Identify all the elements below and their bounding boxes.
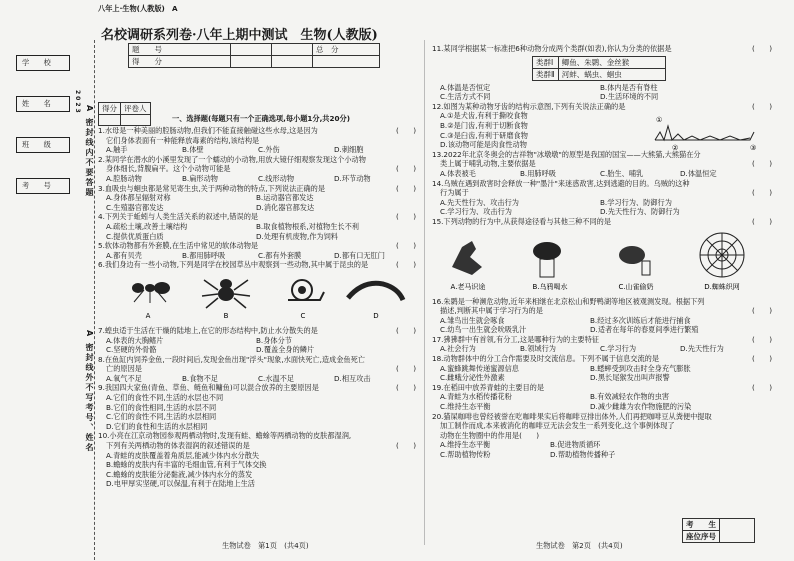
question-10: 10.小亮在江京动物园参观两栖动物时,发现有蛙、蟾蜍等两栖动物的皮肤都湿润, 下列有关两栖动物的体表湿润的叙述错误的是 ( ) A.青蛙的皮肤覆盖着角质层,能减少体内水分散失 B.蟾蜍的皮肤内有丰富的毛细血管,有利于气体交换 C.蟾蜍的皮肤能分泌黏液,减少体内水分的蒸发 D.电甲厚实坚硬,可以保温,有利于在陆地上生活 bbox=[98, 431, 416, 489]
question-9: 9.我国四大家鱼(青鱼、草鱼、鲢鱼和鳙鱼)可以混合放养的主要原因是 ( ) A.它们的食性不同,生活的水层也不同 B.它们的食性相同,生活的水层不同 C.它们的食性不同,生活的水层相同 D.它们的食性和生活的水层相同 bbox=[98, 383, 416, 431]
grader-score: 得分 bbox=[99, 103, 121, 115]
question-13: 13.2022年北京冬奥会的吉祥物"冰墩墩"的原型是我国的国宝——大熊猫,大熊猫在分 类上属于哺乳动物,主要依据是 ( ) A.体表被毛 B.用肺呼吸 C.胎生、哺乳 D.体温恒定 bbox=[432, 149, 772, 178]
grader-name: 评卷人 bbox=[121, 103, 151, 115]
tooth-label-2: ② bbox=[672, 143, 679, 152]
spider-figure bbox=[202, 279, 250, 308]
question-2: 2.某同学在潜水的小溪里发现了一个蠕动的小动物,用放大镜仔细观察发现这个小动物 身体细长,背腹扁平。这个小动物可能是 ( ) A.腔肠动物 B.扁形动物 C.线形动物 D.环节动物 bbox=[98, 154, 416, 183]
q6-label-d: D bbox=[373, 311, 379, 320]
tooth-label-3: ③ bbox=[750, 143, 757, 152]
horse-figure bbox=[452, 241, 482, 275]
header-subject: 八年上·生物(人教版) A bbox=[98, 4, 178, 13]
score-table-total: 总 分 bbox=[313, 44, 380, 56]
question-7: 7.蝗虫适于生活在干燥的陆地上,在它的形态结构中,防止水分散失的是 ( ) A.体表的大胸鳍片 B.身体分节 C.坚硬的外骨骼 D.覆盖全身的鳞片 bbox=[98, 325, 416, 355]
q6-figure bbox=[98, 270, 416, 322]
q11-group2-values: 河蚌、蜗虫、蛔虫 bbox=[558, 68, 665, 80]
question-11: 11.某同学根据某一标准把6种动物分成两个类群(如表),你认为分类的依据是 ( ) 类群Ⅰ 鲫鱼、朱鹮、金丝猴 类群Ⅱ 河蚌、蜗虫、蛔虫 A.体温是否恒定 B.体内是否有脊柱 C.生活方式不同 D.生活环境的不同 bbox=[432, 44, 772, 102]
titmouse-figure bbox=[619, 246, 650, 275]
q6-label-b: B bbox=[223, 311, 229, 320]
crow-figure bbox=[533, 242, 561, 277]
seal-line bbox=[94, 40, 95, 560]
q11-group2: 类群Ⅱ bbox=[533, 68, 559, 80]
question-14: 14.乌贼在遇到敌害时会释放一种"墨汁"来迷惑敌害,达到逃避的目的。乌贼的这种 行为属于 ( ) A.先天性行为、攻击行为 B.学习行为、防御行为 C.学习行为、攻击行为 D.先天性行为、防御行为 bbox=[432, 178, 772, 217]
seal-line-text-2: A 密封线外不写考号、姓名 bbox=[85, 330, 94, 453]
score-table-row2: 得 分 bbox=[129, 56, 231, 68]
tooth-label-1: ① bbox=[656, 115, 663, 124]
snail-figure bbox=[288, 280, 324, 300]
school-label: 学 校 bbox=[22, 58, 51, 67]
q15-label-a: A.老马识途 bbox=[450, 282, 486, 291]
q6-label-c: C bbox=[300, 311, 306, 320]
page-title: 名校调研系列卷·八年上期中测试 生物(人教版) bbox=[101, 28, 378, 43]
seat-number-box[interactable] bbox=[682, 518, 755, 543]
q15-label-d: D.蜘蛛织网 bbox=[704, 282, 740, 291]
question-18: 18.动物群体中的分工合作需要及时交流信息。下列不属于信息交流的是 ( ) A.蜜蜂跳舞传递蜜源信息 B.蟋蟀受到攻击时全身充气膨胀 C.雌蛾分泌性外激素 D.黑长尾猴发出叫声报警 bbox=[432, 354, 772, 383]
q15-figure bbox=[432, 227, 772, 293]
question-17: 17.狒狒群中有首领,有分工,这是哪种行为的主要特征 ( ) A.社会行为 B.领域行为 C.学习行为 D.先天性行为 bbox=[432, 334, 772, 354]
ant-figure bbox=[132, 282, 170, 303]
year-text: 2023 bbox=[74, 90, 81, 115]
name-label: 姓 名 bbox=[22, 99, 51, 108]
score-table bbox=[128, 43, 380, 68]
question-4: 4.下列关于蚯蚓与人类生活关系的叙述中,错误的是 ( ) A.疏松土壤,改善土壤结构 B.取食植物根系,对植物生长不利 C.提供优质蛋白质 D.处理有机废物,作为饲料 bbox=[98, 212, 416, 241]
question-5: 5.软体动物都有外套膜,在生活中常见的软体动物是 ( ) A.都有贝壳 B.都用肺呼吸 C.都有外套膜 D.都有口无肛门 bbox=[98, 241, 416, 260]
q6-label-a: A bbox=[145, 311, 151, 320]
q15-label-c: C.山雀偷奶 bbox=[618, 282, 654, 291]
question-19: 19.在稻田中放养青蛙的主要目的是 ( ) A.青蛙为水稻传播花粉 B.有效减轻农作物的虫害 C.维持生态平衡 D.减少雌雄为农作物施肥的污染 bbox=[432, 382, 772, 412]
left-column bbox=[98, 126, 416, 489]
q11-table bbox=[532, 56, 666, 81]
score-table-row1: 题 号 bbox=[129, 44, 231, 56]
question-6: 6.我们身边有一些小动物,下列是同学在校园草丛中观察到一些动物,其中属于昆虫的是 ( ) A B C D bbox=[98, 260, 416, 320]
question-16: 16.朱鹮是一种濒危动物,近年来相继在北京松山和野鸭湖等地区被观测发现。根据下列 描述,判断其中属于学习行为的是 ( ) A.雏鸟出生就会啄食 B.经过多次训练后才能进行捕食 C.幼鸟一出生就会吮吸乳汁 D.适者在每年的春夏间季进行繁殖 bbox=[432, 296, 772, 335]
seat-label-1: 考 生 bbox=[683, 519, 720, 531]
footer-left: 生物试卷 第1页 (共4页) bbox=[222, 541, 309, 550]
class-label: 班 级 bbox=[22, 140, 51, 149]
seat-label-2: 座位序号 bbox=[683, 531, 720, 543]
sidebar bbox=[0, 0, 95, 561]
question-12: 12.如图为某种动物牙齿的结构示意图,下列有关说法正确的是 ( ) A.①是犬齿,有利于撕咬食物 B.②是门齿,有利于切断食物 C.③是臼齿,有利于研磨食物 D.该动物可能是肉食性动物 ① ② ③ bbox=[432, 101, 772, 152]
q11-group1-values: 鲫鱼、朱鹮、金丝猴 bbox=[558, 56, 665, 68]
grader-box bbox=[98, 102, 151, 126]
millipede-figure bbox=[348, 283, 403, 300]
question-20: 20.猫屎咖啡也曾经被誉在吃咖啡果实后将咖啡豆排出体外,人们再把咖啡豆从粪便中提取 加工制作而成,本来被消化的咖啡豆无法会发生一系列变化,这个事例体现了动物在生物圈中的作用是( ) A.维持生态平衡 B.促进物质循环 C.帮助植物传粉 D.帮助植物传播种子 bbox=[432, 411, 712, 459]
exam-number-label: 考 号 bbox=[22, 181, 51, 190]
q11-group1: 类群Ⅰ bbox=[533, 56, 559, 68]
question-3: 3.血吸虫与蛔虫都是常见寄生虫,关于两种动物的特点,下列说法正确的是 ( ) A.身体都呈辐射对称 B.运动器官都发达 C.生殖器官都发达 D.消化器官都发达 bbox=[98, 183, 416, 212]
right-column bbox=[432, 44, 772, 460]
q15-label-b: B.乌鸦喝水 bbox=[532, 282, 568, 291]
tooth-figure bbox=[650, 112, 760, 152]
question-15: 15.下列动物的行为中,从获得途径看与其他三种不同的是 ( ) A.老马识途 B.乌鸦喝水 C.山雀偷奶 D.蜘蛛织网 bbox=[432, 216, 772, 291]
spider-web-figure bbox=[700, 233, 744, 277]
question-1: 1.水母是一种美丽的腔肠动物,但我们不能直接触碰这些水母,这是因为 ( ) 它们身体表面有一种能释放毒素的结构,该结构是 A.触手 B.体壁 C.外伤 D.刺细胞 bbox=[98, 126, 416, 155]
seal-line-text: A 密封线内不要答题 bbox=[85, 105, 94, 198]
footer-right: 生物试卷 第2页 (共4页) bbox=[536, 541, 623, 550]
column-divider bbox=[424, 40, 425, 545]
section-heading: 一、选择题(每题只有一个正确选项,每小题1分,共20分) bbox=[172, 114, 350, 123]
question-8: 8.在鱼缸内饲养金鱼,一段时间后,发现金鱼出现"浮头"现象,水面快死亡,造成金鱼死亡 亡的原因是 ( ) A.氧气不足 B.食物不足 C.水温不足 D.相互攻击 bbox=[98, 354, 416, 383]
